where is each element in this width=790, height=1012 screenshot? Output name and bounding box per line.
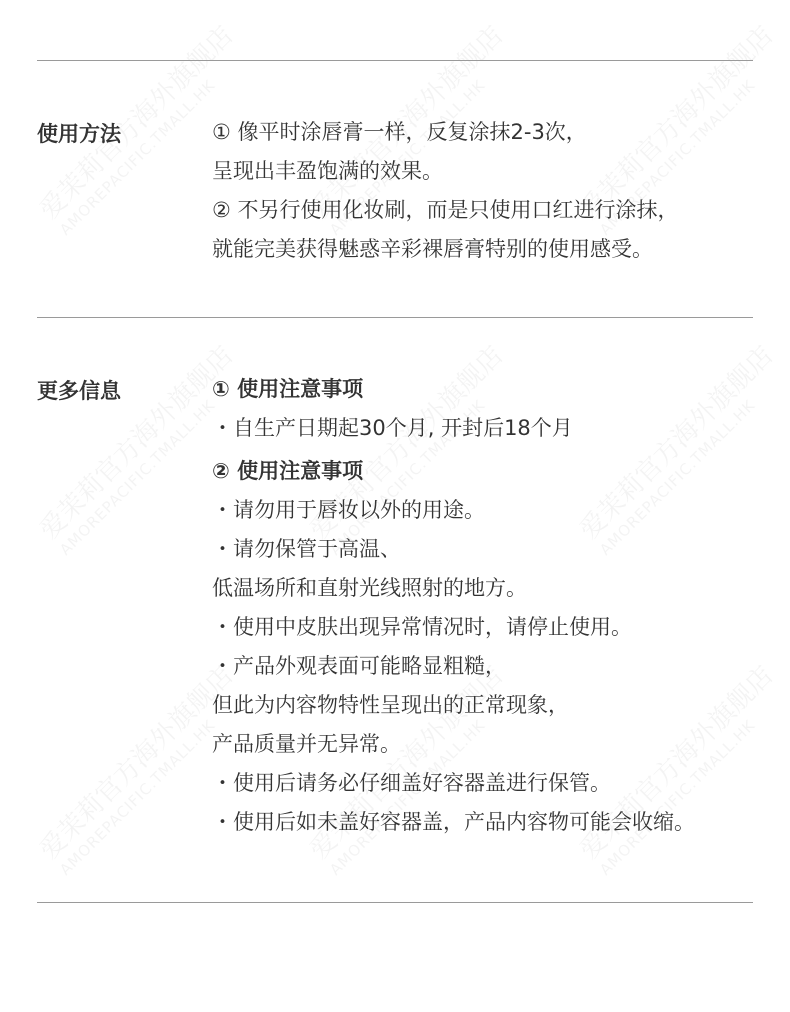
notice-item: 产品质量并无异常。 — [212, 732, 401, 756]
notice-heading: ② 使用注意事项 — [212, 459, 364, 483]
divider-middle — [37, 317, 753, 318]
notice-item: ・自生产日期起30个月, 开封后18个月 — [212, 416, 573, 440]
notice-item: ・使用中皮肤出现异常情况时，请停止使用。 — [212, 615, 632, 639]
notice-item: 低温场所和直射光线照射的地方。 — [212, 576, 527, 600]
usage-line: ① 像平时涂唇膏一样，反复涂抹2-3次， — [212, 120, 587, 144]
usage-label: 使用方法 — [37, 122, 121, 146]
usage-line: 呈现出丰盈饱满的效果。 — [212, 159, 443, 183]
divider-bottom — [37, 902, 753, 903]
usage-line: ② 不另行使用化妆刷，而是只使用口红进行涂抹， — [212, 198, 679, 222]
notice-item: 但此为内容物特性呈现出的正常现象， — [212, 693, 569, 717]
usage-content — [212, 113, 772, 269]
usage-line: 就能完美获得魅惑辛彩裸唇膏特别的使用感受。 — [212, 237, 653, 261]
notice-item: ・使用后请务必仔细盖好容器盖进行保管。 — [212, 771, 611, 795]
notice-heading: ① 使用注意事项 — [212, 377, 364, 401]
notice-item: ・产品外观表面可能略显粗糙， — [212, 654, 506, 678]
more-info-label: 更多信息 — [37, 379, 121, 403]
divider-top — [37, 60, 753, 61]
notice-item: ・请勿保管于高温、 — [212, 537, 401, 561]
more-info-content — [212, 370, 772, 842]
notice-item: ・使用后如未盖好容器盖，产品内容物可能会收缩。 — [212, 810, 695, 834]
notice-item: ・请勿用于唇妆以外的用途。 — [212, 498, 485, 522]
